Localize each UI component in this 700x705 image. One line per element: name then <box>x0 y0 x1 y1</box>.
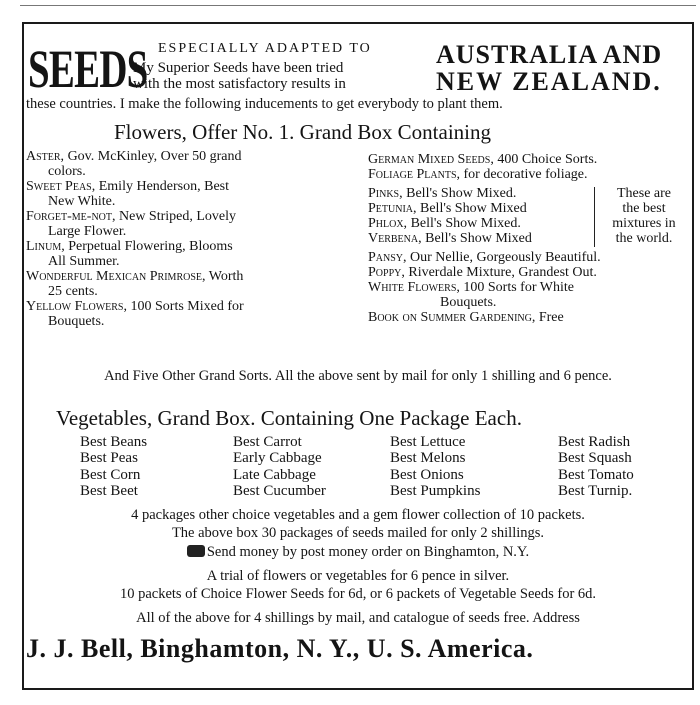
flower-item: Wonderful Mexican Primrose, Worth <box>26 269 244 284</box>
flower-item: Foliage Plants, for decorative foliage. <box>368 167 588 182</box>
vegetables-heading: Vegetables, Grand Box. Containing One Package Each. <box>56 406 522 430</box>
flower-item-cont: New White. <box>48 194 116 209</box>
intro-line-2: with the most satisfactory results in <box>133 76 346 92</box>
flower-item-cont: 25 cents. <box>48 284 98 299</box>
flower-item: Sweet Peas, Emily Henderson, Best <box>26 179 229 194</box>
flower-item: Yellow Flowers, 100 Sorts Mixed for <box>26 299 244 314</box>
flower-item: Verbena, Bell's Show Mixed <box>368 231 532 246</box>
flower-item: Pinks, Bell's Show Mixed. <box>368 186 517 201</box>
top-rule <box>20 5 696 6</box>
flower-item: Petunia, Bell's Show Mixed <box>368 201 527 216</box>
flower-item: Linum, Perpetual Flowering, Blooms <box>26 239 233 254</box>
all-above-line: All of the above for 4 shillings by mail, and catalogue of seeds free. Address <box>136 610 580 626</box>
flower-item: Book on Summer Gardening, Free <box>368 310 564 325</box>
veg-item: Best Lettuce <box>390 434 466 450</box>
veg-column-3 <box>390 434 480 499</box>
veg-item: Best Squash <box>558 450 632 467</box>
bracket-note-line: These are <box>616 186 672 201</box>
packets-line: 10 packets of Choice Flower Seeds for 6d, or 6 packets of Vegetable Seeds for 6d. <box>119 586 597 602</box>
veg-item: Best Beans <box>80 434 148 450</box>
veg-item: Best Beet <box>80 482 138 499</box>
flowers-left-column <box>26 149 356 329</box>
flower-item: White Flowers, 100 Sorts for White <box>368 280 574 295</box>
veg-item: Best Onions <box>390 466 464 483</box>
money-order-text: Send money by post money order on Binghamton, N.Y. <box>206 544 530 560</box>
flower-item: Aster, Gov. McKinley, Over 50 grand <box>26 149 242 164</box>
flowers-right-column-bottom <box>368 250 690 325</box>
flower-item: German Mixed Seeds, 400 Choice Sorts. <box>368 152 598 167</box>
veg-item: Best Carrot <box>233 434 302 450</box>
veg-item: Best Pumpkins <box>390 482 481 499</box>
new-zealand-heading: NEW ZEALAND. <box>436 67 662 96</box>
veg-item: Late Cabbage <box>233 466 316 483</box>
flower-item-cont: All Summer. <box>48 254 120 269</box>
flower-item: Pansy, Our Nellie, Gorgeously Beautiful. <box>368 250 601 265</box>
advertiser-signature: J. J. Bell, Binghamton, N. Y., U. S. America. <box>26 634 534 663</box>
bells-show-mixed-list <box>368 186 532 246</box>
intro-text <box>133 60 346 92</box>
flower-item-cont: Bouquets. <box>440 295 497 310</box>
veg-item: Early Cabbage <box>233 450 322 467</box>
bracket-note-line: the best <box>622 201 666 216</box>
bracket-note <box>598 186 690 246</box>
bracket-note-line: the world. <box>615 231 673 246</box>
money-order-line <box>26 545 690 560</box>
trial-line: A trial of flowers or vegetables for 6 pence in silver. <box>206 568 510 584</box>
flowers-heading: Flowers, Offer No. 1. Grand Box Containing <box>114 120 491 144</box>
flowers-also-line: And Five Other Grand Sorts. All the above sent by mail for only 1 shilling and 6 pence. <box>104 368 612 384</box>
flower-item: Poppy, Riverdale Mixture, Grandest Out. <box>368 265 597 280</box>
veg-item: Best Melons <box>390 450 466 467</box>
veg-column-1 <box>80 434 147 499</box>
flower-item: Forget-me-not, New Striped, Lovely <box>26 209 237 224</box>
intro-line-1: My Superior Seeds have been tried <box>133 60 344 76</box>
flower-item-cont: Large Flower. <box>48 224 127 239</box>
bracket-note-line: mixtures in <box>612 216 676 231</box>
australia-heading: AUSTRALIA AND <box>436 40 663 69</box>
flowers-right-column-top <box>368 152 690 182</box>
veg-item: Best Tomato <box>558 466 634 483</box>
veg-total-line: The above box 30 packages of seeds mailed for only 2 shillings. <box>171 525 545 541</box>
intro-line-3: these countries. I make the following inducements to get everybody to plant them. <box>26 96 503 112</box>
veg-item: Best Corn <box>80 466 141 483</box>
veg-column-2 <box>233 434 326 499</box>
veg-extra-line: 4 packages other choice vegetables and a gem flower collection of 10 packets. <box>131 507 585 523</box>
flower-item: Phlox, Bell's Show Mixed. <box>368 216 521 231</box>
veg-item: Best Cucumber <box>233 482 326 499</box>
flower-item-cont: colors. <box>48 164 86 179</box>
flower-item-cont: Bouquets. <box>48 314 105 329</box>
veg-column-4 <box>558 434 634 499</box>
especially-adapted-line: ESPECIALLY ADAPTED TO <box>158 41 372 56</box>
veg-item: Best Turnip. <box>558 482 633 499</box>
veg-item: Best Peas <box>80 450 138 467</box>
veg-item: Best Radish <box>558 434 631 450</box>
pointing-hand-icon <box>187 545 205 557</box>
bracket-divider <box>594 187 595 247</box>
seeds-title: SEEDS <box>28 39 148 99</box>
